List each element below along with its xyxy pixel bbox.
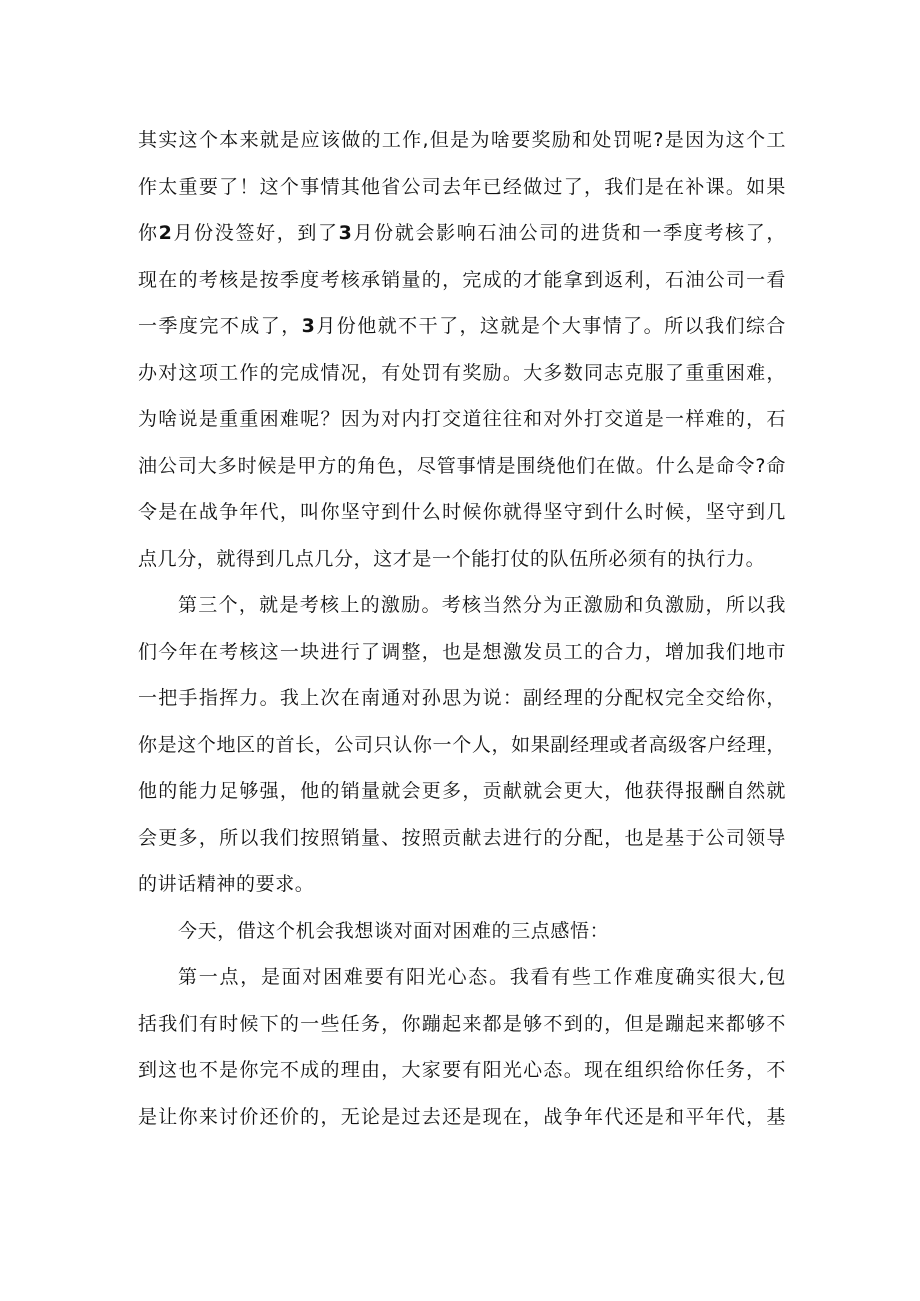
text-line: 一把手指挥力。我上次在南通对孙思为说：副经理的分配权完全交给你，: [138, 687, 786, 709]
text-line: 令是在战争年代，叫你坚守到什么时候你就得坚守到什么时候，坚守到几: [138, 501, 786, 523]
text-line: 为啥说是重重困难呢？因为对内打交道往往和对外打交道是一样难的，石: [138, 408, 786, 430]
month-number: 3: [301, 315, 316, 337]
text-line: 现在的考核是按季度考核承销量的，完成的才能拿到返利，石油公司一看: [138, 268, 786, 291]
text-line: 第一点，是面对困难要有阳光心态。我看有些工作难度确实很大,包: [178, 966, 786, 988]
text-line: 作太重要了！这个事情其他省公司去年已经做过了，我们是在补课。如果: [138, 175, 786, 198]
text-line: 第三个，就是考核上的激励。考核当然分为正激励和负激励，所以我: [178, 594, 786, 616]
text-line: 会更多，所以我们按照销量、按照贡献去进行的分配，也是基于公司领导: [138, 826, 786, 849]
text-line: 其实这个本来就是应该做的工作,但是为啥要奖励和处罚呢?是因为这个工: [138, 129, 786, 151]
text-line: 点几分，就得到几点几分，这才是一个能打仗的队伍所必须有的执行力。: [138, 547, 766, 570]
paragraph: [138, 908, 786, 955]
text-line: 他的能力足够强，他的销量就会更多，贡献就会更大，他获得报酬自然就: [138, 780, 786, 802]
paragraph: [138, 582, 786, 908]
text-line: 你2月份没签好，到了3月份就会影响石油公司的进货和一季度考核了，: [138, 222, 786, 244]
paragraph: [138, 117, 786, 582]
text-line: 们今年在考核这一块进行了调整，也是想激发员工的合力，增加我们地市: [138, 640, 786, 663]
month-number: 3: [338, 222, 353, 244]
text-line: 到这也不是你完不成的理由，大家要有阳光心态。现在组织给你任务，不: [138, 1059, 786, 1081]
text-line: 油公司大多时候是甲方的角色，尽管事情是围绕他们在做。什么是命令?命: [138, 454, 786, 477]
text-line: 办对这项工作的完成情况，有处罚有奖励。大多数同志克服了重重困难，: [138, 361, 786, 384]
month-number: 2: [158, 222, 173, 244]
text-line: 的讲话精神的要求。: [138, 873, 315, 895]
text-line: 是让你来讨价还价的，无论是过去还是现在，战争年代还是和平年代，基: [138, 1105, 786, 1128]
text-line: 你是这个地区的首长，公司只认你一个人，如果副经理或者高级客户经理，: [138, 733, 786, 756]
text-line: 一季度完不成了，3月份他就不干了，这就是个大事情了。所以我们综合: [138, 315, 786, 337]
paragraph: [138, 954, 786, 1140]
text-line: 括我们有时候下的一些任务，你蹦起来都是够不到的，但是蹦起来都够不: [138, 1012, 786, 1035]
text-line: 今天，借这个机会我想谈对面对困难的三点感悟：: [178, 919, 610, 942]
document-body: [138, 117, 786, 1140]
